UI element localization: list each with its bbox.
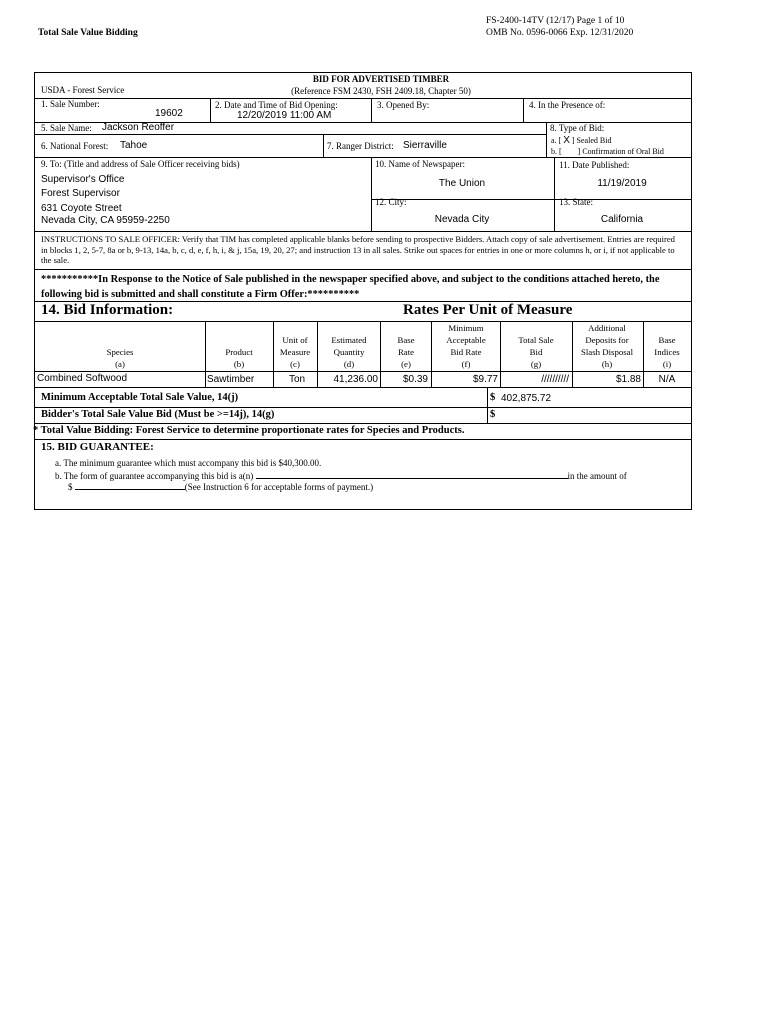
col-header-6-line-2: Acceptable (446, 335, 486, 345)
col-header-6-line-1: Minimum (448, 323, 484, 333)
bidder-total-dollar: $ (490, 409, 496, 420)
national-forest-label: 6. National Forest: (41, 141, 109, 151)
sealed-bid-label: ] Sealed Bid (571, 136, 612, 145)
col-header-4-line-3: Quantity (333, 347, 365, 357)
col-header-9-line-2: Base (658, 335, 676, 345)
guarantee-amount-blank[interactable] (75, 480, 185, 490)
state-label: 13. State: (559, 197, 593, 207)
sale-officer-label: 9. To: (Title and address of Sale Officer receiving bids) (41, 159, 240, 169)
oral-bid-label: ] Confirmation of Oral Bid (577, 147, 664, 156)
rates-title: Rates Per Unit of Measure (403, 302, 573, 318)
guarantee-line-c (68, 480, 373, 493)
col-header-4-line-2: Estimated (331, 335, 367, 345)
col-header-8-line-3: Slash Disposal (580, 347, 634, 357)
guarantee-line-b-text: b. The form of guarantee accompanying this bid is a(n) (55, 471, 254, 481)
national-forest-value[interactable]: Tahoe (120, 140, 148, 151)
cell-unit[interactable]: Ton (288, 374, 306, 385)
presence-label: 4. In the Presence of: (529, 100, 606, 110)
cell-slash-disposal[interactable]: $1.88 (615, 374, 641, 385)
col-header-1-line-3: Species (106, 347, 134, 357)
opened-by-label: 3. Opened By: (377, 100, 430, 110)
col-header-2-line-4: (b) (233, 359, 245, 369)
bid-datetime-value[interactable]: 12/20/2019 11:00 AM (237, 110, 332, 121)
total-value-note: * Total Value Bidding: Forest Service to determine proportionate rates for Species and Products. (33, 425, 465, 436)
col-header-7-line-2: Total Sale (518, 335, 554, 345)
oral-bid-bracket: b. [ (551, 147, 562, 156)
ranger-district-value[interactable]: Sierraville (403, 140, 447, 151)
col-header-7-line-4: (g) (530, 359, 542, 369)
guarantee-dollar: $ (68, 482, 73, 492)
col-header-3-line-4: (c) (290, 359, 300, 369)
cell-quantity[interactable]: 41,236.00 (333, 374, 378, 385)
officer-line-3[interactable]: 631 Coyote Street (41, 203, 122, 214)
newspaper-value[interactable]: The Union (438, 178, 486, 189)
reference-text: (Reference FSM 2430, FSH 2409.18, Chapter 50) (291, 86, 471, 96)
sealed-bid-bracket: a. [ (551, 136, 562, 145)
bid-datetime-label: 2. Date and Time of Bid Opening: (215, 100, 338, 110)
bidder-total-label: Bidder's Total Sale Value Bid (Must be >=14j), 14(g) (41, 409, 275, 420)
col-header-5-line-4: (e) (401, 359, 411, 369)
officer-line-4[interactable]: Nevada City, CA 95959-2250 (41, 215, 170, 226)
form-number: FS-2400-14TV (12/17) Page 1 of 10 (486, 16, 625, 26)
col-header-6-line-3: Bid Rate (450, 347, 482, 357)
col-header-5-line-3: Rate (397, 347, 415, 357)
bid-info-title: 14. Bid Information: (41, 302, 174, 318)
sale-number-label: 1. Sale Number: (41, 99, 100, 109)
col-header-6-line-4: (f) (461, 359, 471, 369)
col-header-8-line-1: Additional (588, 323, 626, 333)
sealed-bid-check[interactable]: X (563, 135, 570, 146)
city-label: 12. City: (375, 197, 407, 207)
ranger-district-label: 7. Ranger District: (327, 141, 394, 151)
agency-label: USDA - Forest Service (41, 85, 125, 95)
oral-bid-option[interactable] (551, 146, 664, 157)
instructions-text: INSTRUCTIONS TO SALE OFFICER: Verify that TIM has completed applicable blanks before sending to prospective Bidders. Attach copy of sale advertisement. Entries are required in blocks 1, 2, 5-7, 8a or b, 9-13, 14a, b, c, d, e, f, h, i, & j, 15a, 19, 20, 27; and instruction 13 in all sales. Strike out spaces for entries in one or more columns h, or i, if not applicable to the sale. (41, 234, 675, 265)
guarantee-form-blank[interactable] (256, 469, 568, 479)
newspaper-label: 10. Name of Newspaper: (375, 159, 465, 169)
col-header-7-line-3: Bid (529, 347, 543, 357)
col-header-8-line-2: Deposits for (585, 335, 629, 345)
form-title: Total Sale Value Bidding (38, 28, 138, 38)
guarantee-title: 15. BID GUARANTEE: (41, 441, 154, 453)
min-total-dollar: $ (490, 392, 496, 403)
city-value[interactable]: Nevada City (434, 214, 490, 225)
col-header-8-line-4: (h) (601, 359, 613, 369)
col-header-9-line-4: (i) (662, 359, 672, 369)
type-of-bid-label: 8. Type of Bid: (550, 123, 605, 133)
officer-line-2[interactable]: Forest Supervisor (41, 188, 120, 199)
date-published-label: 11. Date Published: (559, 160, 630, 170)
bid-title: BID FOR ADVERTISED TIMBER (312, 74, 450, 84)
guarantee-instruction: (See Instruction 6 for acceptable forms of payment.) (184, 482, 374, 492)
col-header-3-line-2: Unit of (282, 335, 308, 345)
date-published-value[interactable]: 11/19/2019 (597, 178, 647, 189)
sale-number-value[interactable]: 19602 (155, 108, 183, 119)
col-header-9-line-3: Indices (654, 347, 680, 357)
cell-species[interactable]: Combined Softwood (37, 373, 128, 384)
form-id-block (486, 15, 633, 39)
sale-name-value[interactable]: Jackson Reoffer (102, 122, 175, 133)
bid-form (34, 72, 692, 510)
guarantee-amount-text: in the amount of (567, 471, 627, 481)
cell-base-indices[interactable]: N/A (658, 374, 676, 385)
omb-number: OMB No. 0596-0066 Exp. 12/31/2020 (486, 28, 634, 38)
min-total-value[interactable]: 402,875.72 (501, 393, 552, 404)
cell-product[interactable]: Sawtimber (207, 374, 255, 385)
col-header-4-line-4: (d) (343, 359, 355, 369)
col-header-3-line-3: Measure (279, 347, 311, 357)
min-total-label: Minimum Acceptable Total Sale Value, 14(j) (41, 392, 239, 403)
guarantee-line-a: a. The minimum guarantee which must accompany this bid is $40,300.00. (55, 458, 322, 468)
col-header-5-line-2: Base (397, 335, 415, 345)
state-value[interactable]: California (600, 214, 644, 225)
col-header-2-line-3: Product (225, 347, 253, 357)
sale-name-label: 5. Sale Name: (41, 123, 92, 133)
cell-min-rate[interactable]: $9.77 (472, 374, 498, 385)
officer-line-1[interactable]: Supervisor's Office (41, 174, 125, 185)
cell-total-bid[interactable]: ////////// (541, 374, 569, 385)
cell-base-rate[interactable]: $0.39 (402, 374, 428, 385)
sealed-bid-option[interactable] (551, 135, 611, 146)
firm-offer-statement: ***********In Response to the Notice of Sale published in the newspaper specified above, and subject to the conditions attached hereto, the following bid is submitted and shall constitute a Firm Offer:********** (41, 274, 660, 300)
col-header-1-line-4: (a) (115, 359, 125, 369)
